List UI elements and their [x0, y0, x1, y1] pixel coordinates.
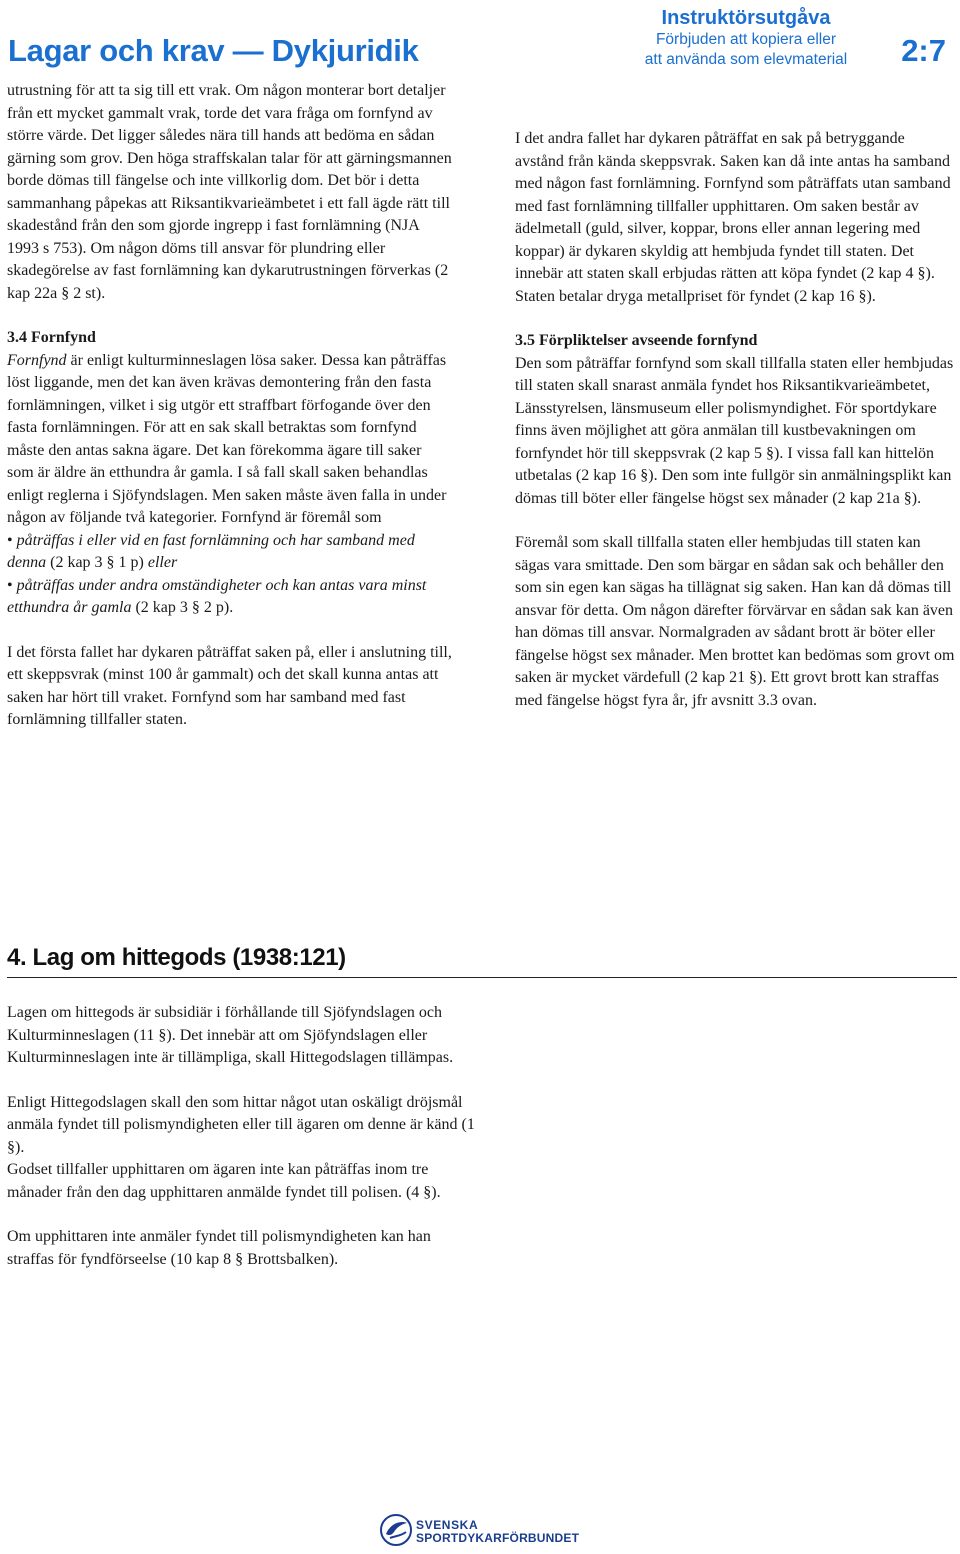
- section-heading-4: 4. Lag om hittegods (1938:121): [7, 944, 346, 971]
- list-item-ref: (2 kap 3 § 2 p).: [131, 599, 234, 616]
- criteria-list: [7, 530, 452, 620]
- list-item-italic: påträffas under andra omständigheter och kan antas vara minst etthundra år gamla: [7, 576, 427, 616]
- term-fornfynd: Fornfynd: [7, 351, 67, 369]
- paragraph: Lagen om hittegods är subsidiär i förhållande till Sjöfyndslagen och Kulturminneslagen (11 §). Det innebär att om Sjöfyndslagen eller Kulturminneslagen inte är tillämpliga, skall Hittegodslagen tillämpas.: [7, 1004, 454, 1066]
- section-divider: [7, 977, 957, 978]
- paragraph: [7, 350, 452, 530]
- notice-line-1: Förbjuden att kopiera eller: [655, 31, 837, 48]
- paragraph-text: är enligt kulturminneslagen lösa saker. Dessa kan påträffas löst liggande, men det kan även krävas demontering från den fasta fornlämningen, vilket i sig utgör ett straffbart förfogande över den fasta fornlämningen. För att en sak skall betraktas som fornfynd måste den antas sakna ägare. Det kan förekomma ägare till saker som är äldre än etthundra år gamla. I så fall skall saken behandlas enligt reglerna i Sjöfyndslagen. Men saken måste även falla in under någon av följande två kategorier. Fornfynd är föremål som: [7, 351, 447, 526]
- list-item-conjunction: eller: [147, 554, 178, 571]
- paragraph: I det andra fallet har dykaren påträffat en sak på betryggande avstånd från kända skeppsvrak. Saken kan då inte antas ha samband med någon fast fornlämning. Fornfynd som påträffats utan samband med fast fornlämning tillfaller upphittaren. Om saken består av ädelmetall (guld, silver, koppar, brons eller annan legering med koppar) är dykaren skyldig att hembjuda fyndet till staten. Det innebär att staten skall erbjudas rätten att köpa fyndet (2 kap 4 §). Staten betalar dryga metallpriset för fyndet (2 kap 16 §).: [515, 130, 951, 305]
- paragraph: utrustning för att ta sig till ett vrak. Om någon monterar bort detaljer från ett mycket gammalt vrak, torde det vara fråga om fornfynd av större värde. Det ligger således nära till hands att bedöma en sådan gärning som grov. Den höga straffskalan talar för att gärningsmannen borde dömas till fängelse och inte villkorlig dom. Det bör i detta sammanhang påpekas att Riksantikvarieämbetet i ett fall ägde rätt till skadestånd från den som gjorde ingrepp i fast fornlämning (NJA 1993 s 753). Om någon döms till ansvar för plundring eller skadegörelse av fast fornlämning kan dykarutrustningen förverkas (2 kap 22a § 2 st).: [7, 82, 452, 302]
- logo-text-line-1: SVENSKA: [416, 1518, 479, 1532]
- right-column: [515, 128, 955, 734]
- page-number: 2:7: [901, 33, 946, 68]
- logo-text-line-2: SPORTDYKARFÖRBUNDET: [416, 1531, 580, 1545]
- page-title: Lagar och krav — Dykjuridik: [8, 33, 419, 68]
- left-column: [7, 80, 452, 754]
- section-heading-3-5: 3.5 Förpliktelser avseende fornfynd: [515, 332, 758, 349]
- diver-logo-icon: [380, 1514, 412, 1546]
- section-4-body: [7, 1002, 477, 1293]
- paragraph: Föremål som skall tillfalla staten eller hembjudas till staten kan sägas vara smittade. Den som bärgar en sådan sak och behåller den som sin egen kan sägas ha tillägnat sig saken. Han kan då dömas till ansvar för detta. Om någon därefter förvärvar en sådan sak kan även han dömas till ansvar. Normalgraden av sådant brott är böter eller fängelse högst sex månader. Men brottet kan bedömas som grovt om saken är mycket värdefull (2 kap 21 §). Ett grovt brott kan straffas med fängelse högst fyra år, jfr avsnitt 3.3 ovan.: [515, 534, 955, 709]
- notice-title: Instruktörsutgåva: [661, 7, 831, 29]
- footer-logo: [380, 1512, 590, 1552]
- list-item: [7, 530, 452, 575]
- paragraph: Om upphittaren inte anmäler fyndet till polismyndigheten kan han straffas för fyndförseelse (10 kap 8 § Brottsbalken).: [7, 1228, 431, 1268]
- list-item-italic: påträffas i eller vid en fast fornlämning och har samband med denna: [7, 531, 415, 571]
- notice-line-2: att använda som elevmaterial: [644, 51, 848, 68]
- paragraph: Den som påträffar fornfynd som skall tillfalla staten eller hembjudas till staten skall snarast anmäla fyndet hos Riksantikvarieämbetet, Länsstyrelsen, länsmuseum eller polismyndighet. För sportdykare finns även möjlighet att göra anmälan till kustbevakningen om fornfyndet hör till skeppsvrak (2 kap 5 §). I vissa fall kan hittelön utbetalas (2 kap 16 §). Den som inte fullgör sin anmälningsplikt kan dömas till böter eller fängelse högst sex månader (2 kap 21a §).: [515, 354, 954, 507]
- paragraph: Godset tillfaller upphittaren om ägaren inte kan påträffas inom tre månader från den dag upphittaren anmälde fyndet till polisen. (4 §).: [7, 1161, 441, 1201]
- instructor-notice: [620, 6, 872, 70]
- section-heading-3-4: 3.4 Fornfynd: [7, 329, 96, 346]
- list-item: [7, 575, 452, 620]
- paragraph: Enligt Hittegodslagen skall den som hittar något utan oskäligt dröjsmål anmäla fyndet till polismyndigheten eller till ägaren om denne är känd (1 §).: [7, 1093, 475, 1156]
- paragraph: I det första fallet har dykaren påträffat saken på, eller i anslutning till, ett skeppsvrak (minst 100 år gammalt) och det skall kunna antas att saken har hört till vraket. Fornfynd som har samband med fast fornlämning tillfaller staten.: [7, 643, 452, 728]
- list-item-ref: (2 kap 3 § 1 p): [46, 554, 148, 571]
